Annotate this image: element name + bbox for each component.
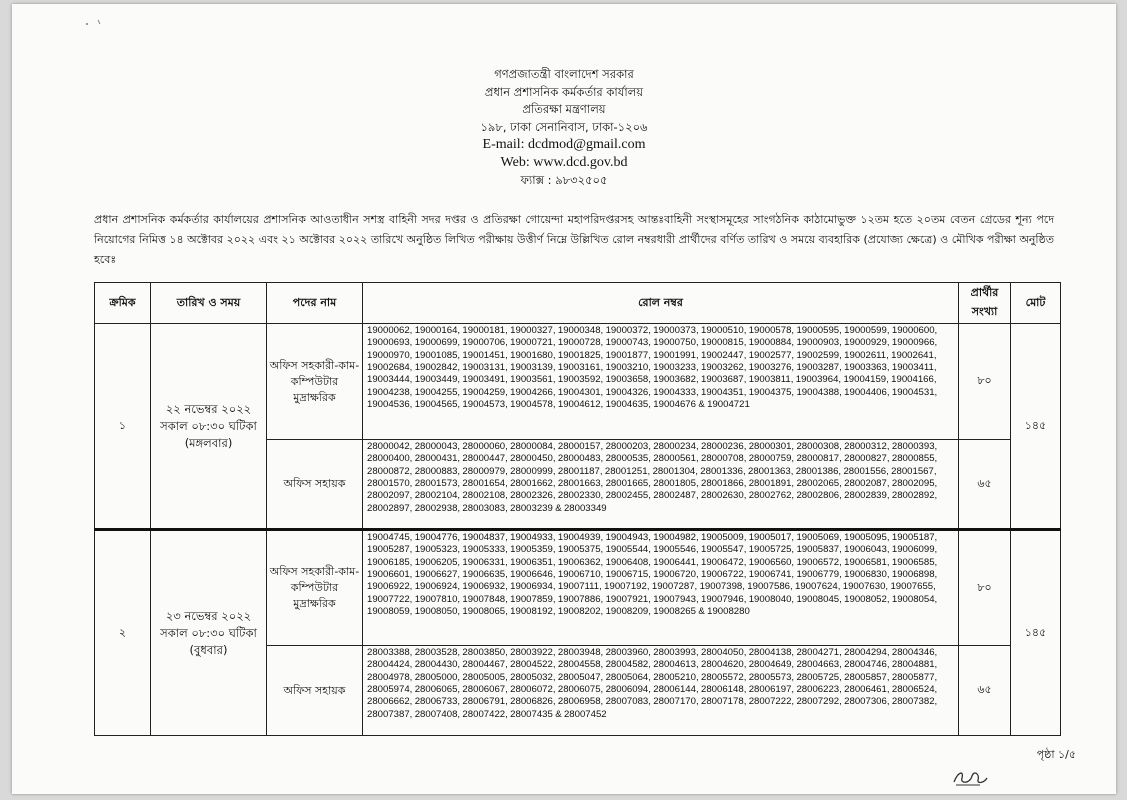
scan-speck-mark <box>84 18 108 28</box>
exam-time: সকাল ০৮:৩০ ঘটিকা <box>160 418 257 433</box>
candidate-count-cell: ৮০ <box>959 530 1011 646</box>
table-row <box>95 324 1061 440</box>
table-header-row <box>95 283 1061 324</box>
table-row <box>95 530 1061 646</box>
post-name-cell: অফিস সহকারী-কাম-কম্পিউটার মুদ্রাক্ষরিক <box>267 530 363 646</box>
datetime-cell <box>151 530 267 736</box>
page-number: পৃষ্ঠা ১/৫ <box>1036 748 1076 761</box>
exam-date: ২৩ নভেম্বর ২০২২ <box>165 608 252 623</box>
document-page <box>12 4 1116 794</box>
header-serial: ক্রমিক <box>95 283 151 324</box>
roll-number-table <box>94 282 1061 736</box>
exam-day: (মঙ্গলবার) <box>184 435 233 450</box>
signature-mark <box>950 766 990 788</box>
candidate-count-cell: ৮০ <box>959 324 1011 440</box>
candidate-count-cell: ৬৫ <box>959 440 1011 530</box>
header-count: প্রার্থীর সংখ্যা <box>959 283 1011 324</box>
exam-time: সকাল ০৮:৩০ ঘটিকা <box>160 625 257 640</box>
header-post: পদের নাম <box>267 283 363 324</box>
office-website: Web: www.dcd.gov.bd <box>500 154 628 170</box>
roll-numbers-cell: 19000062, 19000164, 19000181, 19000327, 19000348, 19000372, 19000373, 19000510, 19000578, 19000595, 19000599, 19000600, 19000693, 19000699, 19000706, 19000721, 19000728, 19000743, 19000750, 19000815, 19000884, 19000903, 19000929, 19000966, 19000970, 19001085, 19001451, 19001680, 19001825, 19001877, 19001991, 19002447, 19002577, 19002599, 19002611, 19002641, 19002684, 19002842, 19003131, 19003139, 19003161, 19003210, 19003233, 19003262, 19003276, 19003287, 19003363, 19003411, 19003444, 19003449, 19003491, 19003561, 19003592, 19003658, 19003682, 19003687, 19003811, 19003964, 19004159, 19004166, 19004238, 19004255, 19004259, 19004266, 19004301, 19004326, 19004333, 19004351, 19004375, 19004388, 19004406, 19004531, 19004536, 19004565, 19004573, 19004578, 19004612, 19004635, 19004676 & 19004721 <box>363 324 959 440</box>
header-datetime: তারিখ ও সময় <box>151 283 267 324</box>
serial-cell: ১ <box>95 324 151 530</box>
serial-cell: ২ <box>95 530 151 736</box>
letterhead <box>12 66 1116 189</box>
govt-name: গণপ্রজাতন্ত্রী বাংলাদেশ সরকার <box>494 67 634 81</box>
ministry-name: প্রতিরক্ষা মন্ত্রণালয় <box>522 102 606 117</box>
header-total: মোট <box>1011 283 1061 324</box>
post-name-cell: অফিস সহায়ক <box>267 646 363 736</box>
office-address: ১৯৮, ঢাকা সেনানিবাস, ঢাকা-১২০৬ <box>480 119 648 134</box>
exam-day: (বুধবার) <box>189 642 228 657</box>
datetime-cell <box>151 324 267 530</box>
post-name-cell: অফিস সহকারী-কাম-কম্পিউটার মুদ্রাক্ষরিক <box>267 324 363 440</box>
candidate-count-cell: ৬৫ <box>959 646 1011 736</box>
office-name: প্রধান প্রশাসনিক কর্মকর্তার কার্যালয় <box>484 84 644 99</box>
total-cell: ১৪৫ <box>1011 324 1061 530</box>
roll-numbers-cell: 28000042, 28000043, 28000060, 28000084, 28000157, 28000203, 28000234, 28000236, 28000301, 28000308, 28000312, 28000393, 28000400, 28000431, 28000447, 28000450, 28000483, 28000535, 28000561, 28000708, 28000759, 28000817, 28000827, 28000855, 28000872, 28000883, 28000979, 28000999, 28001187, 28001251, 28001304, 28001336, 28001363, 28001386, 28001556, 28001567, 28001570, 28001573, 28001654, 28001662, 28001663, 28001665, 28001805, 28001866, 28001891, 28002065, 28002087, 28002095, 28002097, 28002104, 28002108, 28002326, 28002330, 28002455, 28002487, 28002630, 28002762, 28002806, 28002839, 28002892, 28002897, 28002938, 28003083, 28003239 & 28003349 <box>363 440 959 530</box>
roll-numbers-cell: 19004745, 19004776, 19004837, 19004933, 19004939, 19004943, 19004982, 19005009, 19005017, 19005069, 19005095, 19005187, 19005287, 19005323, 19005333, 19005359, 19005375, 19005544, 19005546, 19005547, 19005725, 19005837, 19006043, 19006099, 19006185, 19006205, 19006331, 19006351, 19006362, 19006408, 19006441, 19006472, 19006560, 19006572, 19006581, 19006585, 19006601, 19006627, 19006635, 19006646, 19006710, 19006715, 19006720, 19006722, 19006741, 19006779, 19006830, 19006898, 19006922, 19006924, 19006932, 19006934, 19007111, 19007192, 19007287, 19007398, 19007586, 19007624, 19007630, 19007655, 19007722, 19007810, 19007848, 19007859, 19007886, 19007921, 19007943, 19007946, 19008040, 19008045, 19008052, 19008054, 19008059, 19008050, 19008065, 19008192, 19008202, 19008209, 19008265 & 19008280 <box>363 530 959 646</box>
notice-paragraph: প্রধান প্রশাসনিক কর্মকর্তার কার্যালয়ের প্রশাসনিক আওতাধীন সশস্ত্র বাহিনী সদর দপ্তর ও প্রতিরক্ষা গোয়েন্দা মহাপরিদপ্তরসহ আন্তঃবাহিনী সংস্থাসমূহের সাংগঠনিক কাঠামোভুক্ত ১২তম হতে ২০তম বেতন গ্রেডের শূন্য পদে নিয়োগের নিমিত্ত ১৪ অক্টোবর ২০২২ এবং ২১ অক্টোবর ২০২২ তারিখে অনুষ্ঠিত লিখিত পরীক্ষায় উত্তীর্ণ নিম্নে উল্লিখিত রোল নম্বরধারী প্রার্থীদের বর্ণিত তারিখ ও সময়ে ব্যবহারিক (প্রযোজ্য ক্ষেত্রে) ও মৌখিক পরীক্ষা অনুষ্ঠিত হবেঃ <box>94 213 1054 266</box>
total-cell: ১৪৫ <box>1011 530 1061 736</box>
roll-numbers-cell: 28003388, 28003528, 28003850, 28003922, 28003948, 28003960, 28003993, 28004050, 28004138, 28004271, 28004294, 28004346, 28004424, 28004430, 28004467, 28004522, 28004558, 28004582, 28004613, 28004620, 28004649, 28004663, 28004746, 28004881, 28004978, 28005000, 28005005, 28005032, 28005047, 28005064, 28005210, 28005572, 28005573, 28005725, 28005857, 28005877, 28005974, 28006065, 28006067, 28006072, 28006075, 28006094, 28006144, 28006148, 28006197, 28006223, 28006461, 28006524, 28006662, 28006733, 28006791, 28006826, 28006958, 28007083, 28007170, 28007178, 28007222, 28007292, 28007306, 28007382, 28007387, 28007408, 28007422, 28007435 & 28007452 <box>363 646 959 736</box>
post-name-cell: অফিস সহায়ক <box>267 440 363 530</box>
header-roll: রোল নম্বর <box>363 283 959 324</box>
office-email: E-mail: dcdmod@gmail.com <box>482 137 646 153</box>
exam-date: ২২ নভেম্বর ২০২২ <box>165 401 252 416</box>
office-fax: ফ্যাক্স : ৯৮৩২৫০৫ <box>520 172 608 187</box>
